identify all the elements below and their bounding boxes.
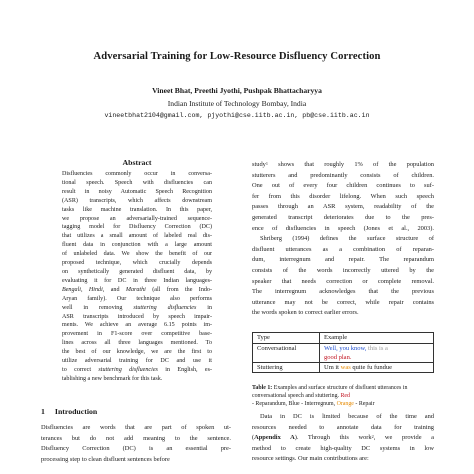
- text-line: terances but do not add meaning to the sentence.: [41, 434, 231, 442]
- text-line: dum, interregnum and repair. The reparandum: [252, 256, 434, 264]
- example-text: quite fu fundue: [352, 364, 393, 371]
- text-line: resource settings. Our main contributions are:: [252, 455, 369, 463]
- text-line: processing step to clean disfluent sentences before: [41, 455, 170, 463]
- caption-text: - Repair: [353, 401, 375, 408]
- paper-title: Adversarial Training for Low-Resource Disfluency Correction: [93, 51, 381, 62]
- text-line: (ASR) transcripts, which affects downstream: [62, 197, 212, 204]
- text-line: utilize adversarial training for DC and use it: [62, 358, 212, 365]
- caption-red-word: Red: [340, 393, 350, 400]
- table-row: [253, 344, 434, 363]
- abstract-body: [62, 170, 212, 384]
- table-cell-example: [320, 344, 434, 363]
- text-line: to correct stuttering disfluencies in English, es-: [62, 366, 212, 373]
- text-line: Aryan family). Our technique also performs: [62, 295, 212, 302]
- table-cell-example: [320, 363, 434, 373]
- text-line: fer from this disorder lifelong. When such speech: [252, 192, 434, 200]
- table-caption: [252, 384, 434, 409]
- text-line: that utilizes a small amount of labeled real dis-: [62, 233, 212, 240]
- table-row: [253, 363, 434, 373]
- text-line: disfluent utterances as a combination of reparan-: [252, 245, 434, 253]
- caption-text: - Reparandum, Blue - Interregnum,: [252, 401, 337, 408]
- text-line: evaluating it for DC in three Indian languages-: [62, 277, 212, 284]
- text-line: on synthetically generated disfluent data, by: [62, 268, 212, 275]
- section-heading-introduction: [41, 407, 97, 416]
- text-line: Shriberg (1994) defines the surface structure of: [260, 235, 434, 243]
- text-line: result in noisy Automatic Speech Recognition: [62, 188, 212, 195]
- introduction-body: [41, 423, 231, 465]
- reparandum-text: good plan.: [324, 354, 352, 361]
- text-line: Bengali, Hindi, and Marathi (all from the Indo-: [62, 286, 212, 293]
- text-line: speaker that needs correction or complete removal.: [252, 277, 434, 285]
- paper-affiliation: Indian Institute of Technology Bombay, India: [167, 99, 307, 108]
- caption-orange-word: Orange: [336, 401, 354, 408]
- footnote-mark: 1: [265, 161, 268, 166]
- caption-text: Examples and surface structure of disfluent: [272, 385, 376, 391]
- section-title: Introduction: [54, 407, 98, 416]
- text-line: ence of disfluencies in speech (Jones et al., 2003).: [252, 224, 434, 232]
- caption-label: Table 1:: [252, 385, 273, 391]
- text-line: tasks like machine translation. In this paper,: [62, 206, 212, 213]
- text-line: proposed technique, which crucially depends: [62, 260, 212, 267]
- text-line: ASR transcripts introduced by speech impair-: [62, 313, 212, 320]
- text-line: The interregnum acknowledges that the previous: [252, 288, 434, 296]
- text-line: stutterers and predominantly consists of children.: [252, 171, 434, 179]
- text-line: study$^1$ shows that roughly 1% of the population: [252, 161, 434, 168]
- paper-authors: Vineet Bhat, Preethi Jyothi, Pushpak Bhattacharyya: [152, 86, 322, 95]
- text-line: Disfluencies are words that are part of spoken ut-: [41, 424, 231, 431]
- section-number: 1: [41, 407, 45, 416]
- text-line: resources needed to annotate data for training: [252, 423, 434, 431]
- text-line: we propose an adversarially-trained sequence-: [62, 215, 212, 222]
- text-line: tablishing a new benchmark for this task.: [62, 375, 163, 382]
- table-header-type: Type: [253, 333, 320, 344]
- table-header-example: Example: [320, 333, 434, 344]
- text-line: passes through an ASR system, readability of the: [252, 203, 434, 211]
- text-line: fluent data in conjunction with a large amount: [62, 242, 212, 249]
- text-line: consists of the words incorrectly uttered by the: [252, 266, 434, 274]
- text-line: Data in DC is limited because of the time and: [260, 413, 434, 420]
- abstract-header-wrap: [41, 158, 231, 167]
- text-line: utterance may not be correct, while repair contains: [252, 298, 434, 306]
- example-text: Um it: [324, 364, 341, 371]
- text-line: tional speech. Speech with disfluencies can: [62, 179, 212, 186]
- caption-text: utterances in conversational speech and stuttering.: [252, 385, 408, 400]
- text-line: the words spoken to correct earlier errors.: [252, 309, 359, 317]
- text-line: (Appendix A). Through this work$^2$, we provide a: [252, 434, 434, 442]
- text-line: generated transcript deteriorates due to the pres-: [252, 213, 434, 221]
- text-line: provement in F1-score over competitive base-: [62, 331, 212, 338]
- text-line: of unlabeled data. We show the benefit of our: [62, 251, 212, 258]
- text-line: lines across all three languages mentioned. To: [62, 340, 212, 347]
- abstract-heading: Abstract: [122, 158, 152, 167]
- text-line: Disfluencies commonly occur in conversa-: [62, 171, 212, 177]
- right-column-text: [252, 160, 434, 319]
- text-line: tagging model for Disfluency Correction (DC): [62, 224, 212, 231]
- paper-emails: vineetbhat2104@gmail.com, pjyothi@cse.iitb.ac.in, pb@cse.iitb.ac.in: [104, 112, 370, 119]
- interregnum-text: Well, you know,: [324, 345, 367, 352]
- text-line: well in removing stuttering disfluencies in: [62, 304, 212, 311]
- table-header-row: [253, 333, 434, 344]
- text-line: One out of every four children continues to suf-: [252, 182, 434, 190]
- disfluency-table: [252, 332, 434, 373]
- text-line: Disfluency Correction (DC) is an essential pre-: [41, 445, 231, 453]
- text-line: ments. We achieve an average 6.15 points im-: [62, 322, 212, 329]
- text-fragment: shows that roughly 1% of the population: [267, 161, 434, 168]
- table-cell-type: Stuttering: [253, 363, 320, 373]
- example-text: this is a: [366, 345, 388, 352]
- repair-text: was: [340, 364, 353, 371]
- table-cell-type: Conversational: [253, 344, 320, 363]
- right-column-bottom-text: [252, 412, 434, 465]
- text-line: the best of our knowledge, we are the first to: [62, 349, 212, 356]
- text-line: method to create high-quality DC systems in low: [252, 444, 434, 452]
